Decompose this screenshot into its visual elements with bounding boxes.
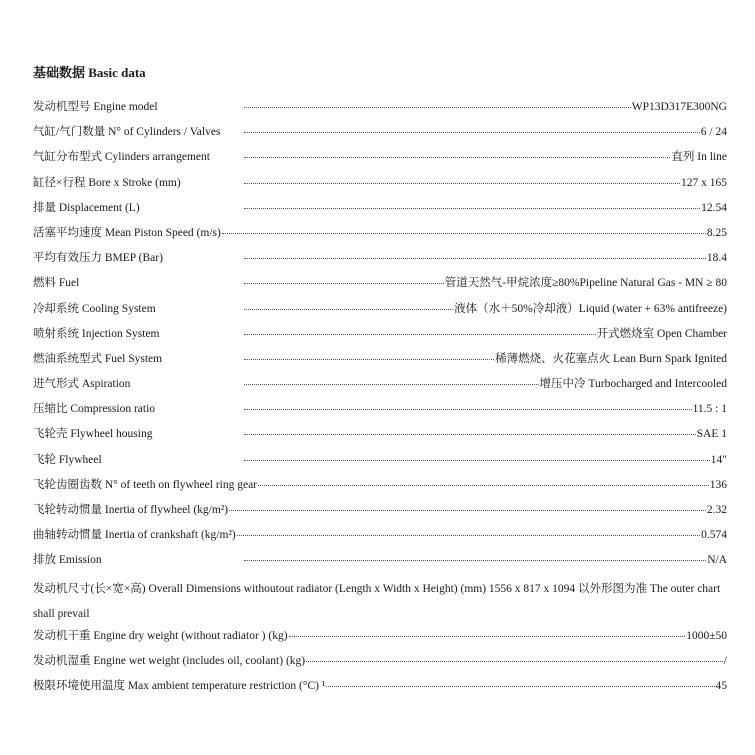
leader-dots: [244, 207, 700, 209]
spec-row-aspiration: [33, 375, 727, 400]
spec-label: 排放 Emission: [33, 554, 102, 567]
leader-dots: [244, 156, 670, 158]
spec-label: 排量 Displacement (L): [33, 201, 140, 214]
leader-dots: [306, 660, 723, 662]
spec-label: 平均有效压力 BMEP (Bar): [33, 252, 163, 265]
leader-dots: [229, 509, 706, 511]
leader-dots: [244, 383, 539, 385]
spec-row-flywheel-inertia: [33, 501, 727, 526]
spec-value: 8.25: [706, 226, 727, 239]
spec-row-bmep: [33, 249, 727, 274]
leader-dots: [244, 106, 631, 108]
spec-label: 燃料 Fuel: [33, 277, 80, 290]
spec-list: [33, 98, 727, 703]
spec-row-emission: [33, 551, 727, 576]
spec-value: 稀薄燃烧、火花塞点火 Lean Burn Spark Ignited: [495, 352, 727, 365]
spec-value: 12.54: [701, 201, 727, 214]
leader-dots: [244, 182, 680, 184]
spec-label: 发动机干重 Engine dry weight (without radiator ) (kg): [33, 629, 288, 642]
spec-label: 气缸分布型式 Cylinders arrangement: [33, 151, 210, 164]
spec-value: 136: [709, 478, 727, 491]
spec-label: 发动机型号 Engine model: [33, 101, 158, 113]
spec-value: SAE 1: [696, 428, 727, 441]
spec-value: 127 x 165: [681, 176, 727, 189]
leader-dots: [244, 358, 494, 360]
leader-dots: [222, 232, 706, 234]
spec-label: 发动机湿重 Engine wet weight (includes oil, coolant) (kg): [33, 655, 306, 668]
spec-label: 极限环境使用温度 Max ambient temperature restriction (°C) ¹: [33, 680, 326, 693]
spec-row-fuel-system: [33, 350, 727, 375]
spec-value: 6 / 24: [700, 126, 727, 139]
spec-value: 液体（水＋50%冷却液）Liquid (water + 63% antifreeze): [454, 302, 727, 315]
spec-value: 2.32: [706, 504, 727, 516]
leader-dots: [244, 131, 700, 133]
leader-dots: [244, 408, 692, 410]
spec-row-cylinder-arrangement: [33, 148, 727, 173]
spec-label: 飞轮 Flywheel: [33, 453, 102, 466]
spec-row-ring-gear-teeth: [33, 476, 727, 501]
spec-row-dry-weight: [33, 627, 727, 652]
spec-value: 11.5 : 1: [692, 403, 727, 416]
spec-value: 管道天然气-甲烷浓度≥80%Pipeline Natural Gas - MN ≥ 80: [444, 277, 727, 290]
spec-label: 冷却系统 Cooling System: [33, 302, 156, 315]
spec-row-crankshaft-inertia: [33, 526, 727, 551]
spec-row-cooling-system: [33, 300, 727, 325]
spec-label: 燃油系统型式 Fuel System: [33, 352, 163, 365]
spec-row-compression-ratio: [33, 400, 727, 425]
spec-row-piston-speed: [33, 224, 727, 249]
spec-value: /: [723, 655, 727, 668]
spec-row-engine-model: [33, 98, 727, 123]
spec-row-bore-stroke: [33, 174, 727, 199]
spec-label: 飞轮壳 Flywheel housing: [33, 428, 153, 441]
leader-dots: [244, 559, 706, 561]
spec-value: 18.4: [706, 252, 727, 265]
spec-row-fuel: [33, 274, 727, 299]
spec-row-max-ambient-temp: [33, 677, 727, 702]
leader-dots: [244, 433, 696, 435]
spec-label: 缸径×行程 Bore x Stroke (mm): [33, 176, 181, 189]
spec-value: WP13D317E300NG: [631, 101, 727, 113]
leader-dots: [244, 308, 453, 310]
spec-value: 45: [715, 680, 727, 693]
spec-label: 气缸/气门数量 N° of Cylinders / Valves: [33, 126, 221, 139]
spec-label: 活塞平均速度 Mean Piston Speed (m/s): [33, 226, 221, 239]
leader-dots: [289, 635, 686, 637]
leader-dots: [244, 459, 710, 461]
section-heading: 基础数据 Basic data: [33, 65, 146, 80]
spec-label: 压缩比 Compression ratio: [33, 403, 156, 416]
spec-value: 增压中冷 Turbocharged and Intercooled: [539, 378, 727, 391]
spec-row-injection-system: [33, 325, 727, 350]
spec-row-flywheel-housing: [33, 425, 727, 450]
spec-label: 曲轴转动惯量 Inertia of crankshaft (kg/m²): [33, 529, 236, 542]
spec-row-flywheel: [33, 451, 727, 476]
spec-value: 直列 In line: [671, 151, 727, 164]
leader-dots: [237, 534, 700, 536]
spec-row-wet-weight: [33, 652, 727, 677]
spec-value: 14": [710, 453, 727, 466]
spec-row-displacement: [33, 199, 727, 224]
spec-label: 进气形式 Aspiration: [33, 378, 131, 391]
spec-value: 1000±50: [686, 629, 727, 642]
spec-label: 飞轮齿圈齿数 N° of teeth on flywheel ring gear: [33, 478, 258, 491]
spec-value: 0.574: [701, 529, 727, 542]
leader-dots: [258, 484, 709, 486]
spec-row-overall-dimensions: [33, 577, 727, 627]
spec-row-cylinders-valves: [33, 123, 727, 148]
leader-dots: [326, 685, 714, 687]
spec-text: 发动机尺寸(长×宽×高) Overall Dimensions withoutout radiator (Length x Width x Height) (mm) 1556 x 817 x 1094 以外形图为准 The outer chart shall prevail: [33, 582, 721, 620]
spec-value: 开式燃烧室 Open Chamber: [596, 327, 727, 340]
spec-value: N/A: [707, 554, 727, 567]
leader-dots: [244, 257, 706, 259]
leader-dots: [244, 282, 444, 284]
spec-label: 喷射系统 Injection System: [33, 327, 160, 340]
leader-dots: [244, 333, 596, 335]
spec-label: 飞轮转动惯量 Inertia of flywheel (kg/m²): [33, 504, 229, 516]
